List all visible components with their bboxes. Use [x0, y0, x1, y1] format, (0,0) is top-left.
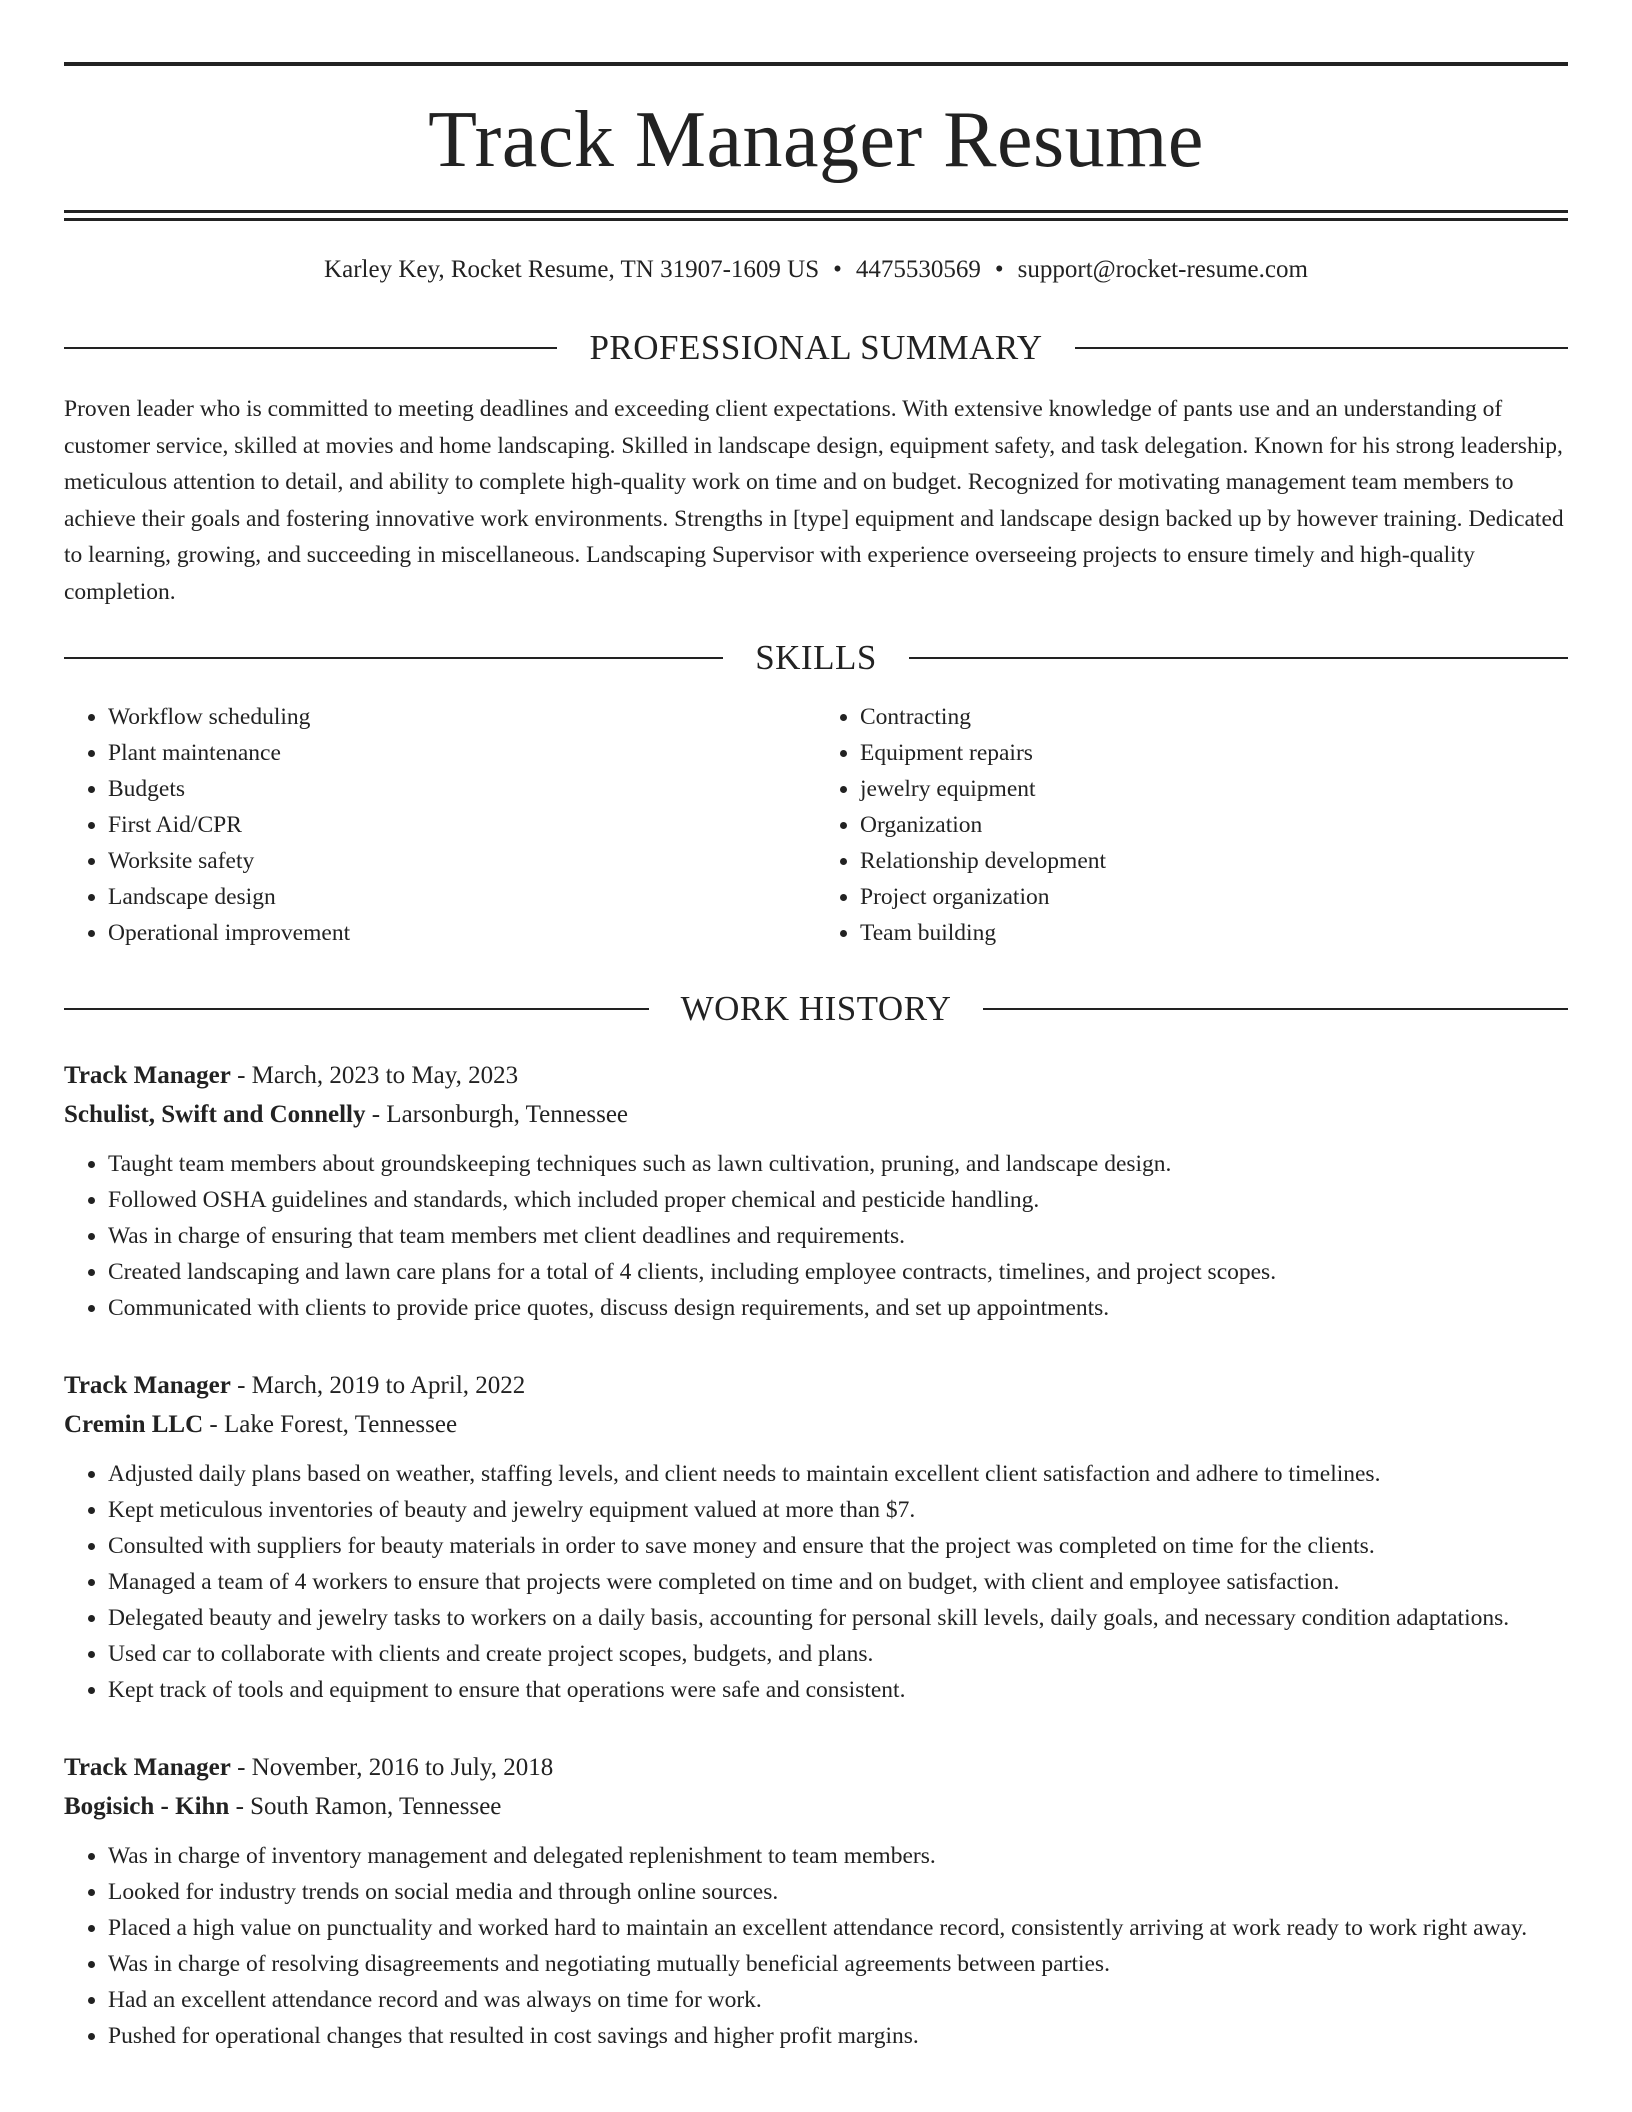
work-section-header [64, 991, 1568, 1026]
skill-item: • Plant maintenance [108, 735, 816, 771]
skill-item: • Team building [860, 915, 1568, 951]
skills-section-header [64, 640, 1568, 675]
job-entry [64, 1056, 1568, 1326]
skill-item: • Landscape design [108, 879, 816, 915]
skill-item: • Operational improvement [108, 915, 816, 951]
job-company: Cremin LLC [64, 1411, 204, 1438]
divider-line [983, 1008, 1568, 1010]
divider-line [64, 347, 557, 349]
summary-section-header [64, 330, 1568, 365]
skills-heading: SKILLS [755, 638, 877, 677]
contact-separator: • [994, 256, 1004, 283]
job-bullet: • Was in charge of ensuring that team members met client deadlines and requirements. [108, 1218, 1568, 1254]
resume-title: Track Manager Resume [428, 96, 1204, 184]
job-dates: - March, 2019 to April, 2022 [230, 1372, 526, 1399]
job-bullet: • Taught team members about groundskeeping techniques such as lawn cultivation, pruning, and landscape design. [108, 1146, 1568, 1182]
job-location: - Larsonburgh, Tennessee [365, 1101, 629, 1128]
contact-separator: • [833, 256, 842, 283]
job-bullet: • Delegated beauty and jewelry tasks to workers on a daily basis, accounting for personal skill levels, daily goals, and necessary condition adaptations. [108, 1600, 1568, 1636]
job-title: Track Manager [64, 1372, 231, 1399]
skills-columns [64, 699, 1568, 951]
skill-item: • Project organization [860, 879, 1568, 915]
divider-line [1075, 347, 1568, 349]
job-dates: - November, 2016 to July, 2018 [230, 1754, 554, 1781]
job-location: - South Ramon, Tennessee [229, 1793, 502, 1820]
skills-list-left [64, 699, 816, 951]
job-dates: - March, 2023 to May, 2023 [230, 1062, 519, 1089]
skill-item: • Equipment repairs [860, 735, 1568, 771]
job-bullet: • Looked for industry trends on social media and through online sources. [108, 1874, 1568, 1910]
job-bullets [64, 1456, 1568, 1708]
job-bullet: • Placed a high value on punctuality and worked hard to maintain an excellent attendance record, consistently arriving at work ready to work right away. [108, 1910, 1568, 1946]
job-location: - Lake Forest, Tennessee [203, 1411, 458, 1438]
work-heading: WORK HISTORY [680, 989, 952, 1028]
title-double-rule [64, 210, 1568, 221]
job-title-line [64, 1056, 1568, 1095]
job-bullet: • Kept track of tools and equipment to ensure that operations were safe and consistent. [108, 1672, 1568, 1708]
job-title-line [64, 1366, 1568, 1405]
summary-text: Proven leader who is committed to meeting deadlines and exceeding client expectations. With extensive knowledge of pants use and an understanding of customer service, skilled at movies and home landscaping. Skilled in landscape design, equipment safety, and task delegation. Known for his strong leadership, meticulous attention to detail, and ability to complete high-quality work on time and on budget. Recognized for motivating management team members to achieve their goals and fostering innovative work environments. Strengths in [type] equipment and landscape design backed up by however training. Dedicated to learning, growing, and succeeding in miscellaneous. Landscaping Supervisor with experience overseeing projects to ensure timely and high-quality completion. [64, 396, 1564, 605]
job-bullet: • Followed OSHA guidelines and standards, which included proper chemical and pesticide handling. [108, 1182, 1568, 1218]
summary-heading: PROFESSIONAL SUMMARY [589, 328, 1043, 367]
contact-phone: 4475530569 [855, 256, 981, 283]
job-entry [64, 1748, 1568, 2054]
job-title: Track Manager [64, 1754, 231, 1781]
skills-list-right [816, 699, 1568, 951]
skill-item: • jewelry equipment [860, 771, 1568, 807]
divider-line [64, 657, 723, 659]
job-entry [64, 1366, 1568, 1708]
job-bullet: • Created landscaping and lawn care plans for a total of 4 clients, including employee contracts, timelines, and project scopes. [108, 1254, 1568, 1290]
skill-item: • First Aid/CPR [108, 807, 816, 843]
job-bullet: • Used car to collaborate with clients and create project scopes, budgets, and plans. [108, 1636, 1568, 1672]
job-title-line [64, 1748, 1568, 1787]
job-company: Schulist, Swift and Connelly [64, 1101, 366, 1128]
job-bullets [64, 1838, 1568, 2054]
job-bullet: • Consulted with suppliers for beauty materials in order to save money and ensure that the project was completed on time for the clients. [108, 1528, 1568, 1564]
job-bullet: • Had an excellent attendance record and was always on time for work. [108, 1982, 1568, 2018]
job-bullet: • Pushed for operational changes that resulted in cost savings and higher profit margins. [108, 2018, 1568, 2054]
job-bullets [64, 1146, 1568, 1326]
job-company: Bogisich - Kihn [64, 1793, 230, 1820]
contact-address: Karley Key, Rocket Resume, TN 31907-1609 US [324, 256, 820, 283]
skill-item: • Worksite safety [108, 843, 816, 879]
divider-line [909, 657, 1568, 659]
skill-item: • Budgets [108, 771, 816, 807]
job-bullet: • Adjusted daily plans based on weather, staffing levels, and client needs to maintain excellent client satisfaction and adhere to timelines. [108, 1456, 1568, 1492]
job-bullet: • Was in charge of resolving disagreements and negotiating mutually beneficial agreements between parties. [108, 1946, 1568, 1982]
contact-email: support@rocket-resume.com [1017, 256, 1308, 283]
job-bullet: • Communicated with clients to provide price quotes, discuss design requirements, and set up appointments. [108, 1290, 1568, 1326]
skill-item: • Relationship development [860, 843, 1568, 879]
skill-item: • Organization [860, 807, 1568, 843]
skill-item: • Contracting [860, 699, 1568, 735]
job-company-line [64, 1787, 1568, 1826]
job-company-line [64, 1405, 1568, 1444]
job-bullet: • Kept meticulous inventories of beauty and jewelry equipment valued at more than $7. [108, 1492, 1568, 1528]
job-company-line [64, 1095, 1568, 1134]
skill-item: • Workflow scheduling [108, 699, 816, 735]
job-bullet: • Managed a team of 4 workers to ensure that projects were completed on time and on budget, with client and employee satisfaction. [108, 1564, 1568, 1600]
top-rule [64, 62, 1568, 66]
job-title: Track Manager [64, 1062, 231, 1089]
job-bullet: • Was in charge of inventory management and delegated replenishment to team members. [108, 1838, 1568, 1874]
contact-line [64, 257, 1568, 282]
divider-line [64, 1008, 649, 1010]
